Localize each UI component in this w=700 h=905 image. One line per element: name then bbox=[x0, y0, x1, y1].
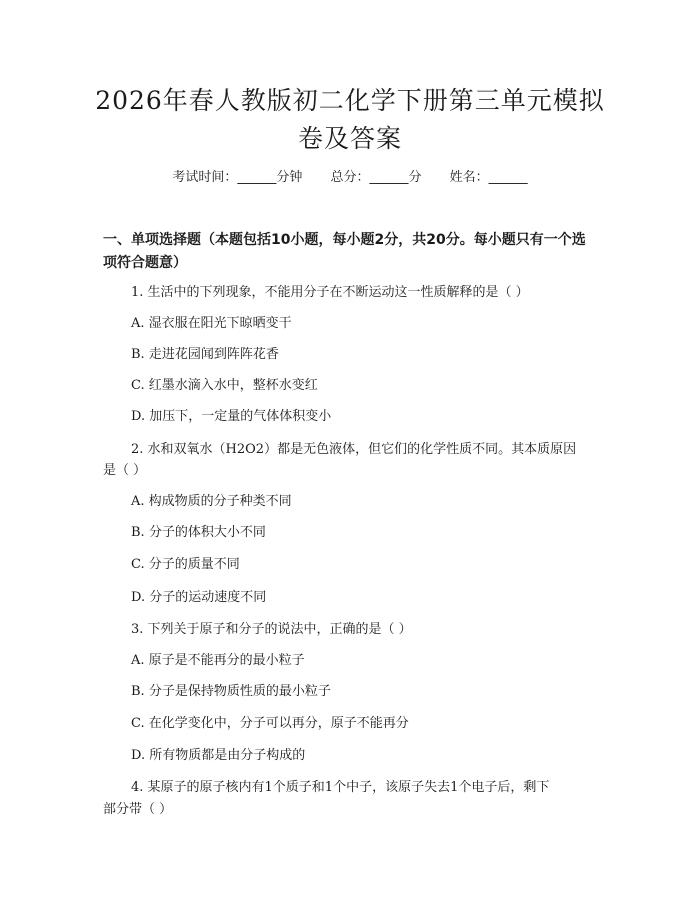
question-2-option-b: B. 分子的体积大小不同 bbox=[131, 525, 266, 540]
section-heading-line-2: 项符合题意） bbox=[103, 255, 187, 271]
question-1-option-a: A. 湿衣服在阳光下晾晒变干 bbox=[131, 316, 292, 331]
exam-time: 考试时间：______分钟 bbox=[172, 170, 303, 185]
section-heading-line-1: 一、单项选择题（本题包括10小题，每小题2分，共20分。每小题只有一个选 bbox=[103, 232, 586, 248]
question-3-option-a: A. 原子是不能再分的最小粒子 bbox=[131, 653, 305, 668]
section-heading bbox=[103, 229, 603, 275]
title-line-1: 2026年春人教版初二化学下册第三单元模拟 bbox=[95, 86, 605, 115]
question-4-stem-continued: 部分带（ ） bbox=[103, 802, 173, 817]
question-1-stem: 1. 生活中的下列现象，不能用分子在不断运动这一性质解释的是（ ） bbox=[131, 285, 529, 300]
question-1-option-c: C. 红墨水滴入水中，整杯水变红 bbox=[131, 378, 318, 393]
question-2-option-d: D. 分子的运动速度不同 bbox=[131, 590, 267, 605]
exam-meta bbox=[0, 166, 700, 185]
exam-score: 总分：______分 bbox=[330, 170, 422, 185]
question-3-option-d: D. 所有物质都是由分子构成的 bbox=[131, 748, 306, 763]
question-2-stem-continued: 是（ ） bbox=[103, 463, 147, 478]
title-line-2: 卷及答案 bbox=[297, 124, 402, 153]
question-3-stem: 3. 下列关于原子和分子的说法中，正确的是（ ） bbox=[131, 622, 412, 637]
page-title bbox=[80, 82, 620, 158]
question-2-stem: 2. 水和双氧水（H2O2）都是无色液体，但它们的化学性质不同。其本质原因 bbox=[131, 442, 577, 457]
student-name: 姓名：______ bbox=[449, 170, 528, 185]
question-1-option-b: B. 走进花园闻到阵阵花香 bbox=[131, 347, 279, 362]
question-2-option-c: C. 分子的质量不同 bbox=[131, 557, 240, 572]
question-3-option-b: B. 分子是保持物质性质的最小粒子 bbox=[131, 684, 331, 699]
question-2-option-a: A. 构成物质的分子种类不同 bbox=[131, 494, 292, 509]
question-3-option-c: C. 在化学变化中，分子可以再分，原子不能再分 bbox=[131, 716, 409, 731]
question-4-stem: 4. 某原子的原子核内有1个质子和1个中子，该原子失去1个电子后，剩下 bbox=[131, 780, 550, 795]
question-1-option-d: D. 加压下，一定量的气体体积变小 bbox=[131, 409, 332, 424]
